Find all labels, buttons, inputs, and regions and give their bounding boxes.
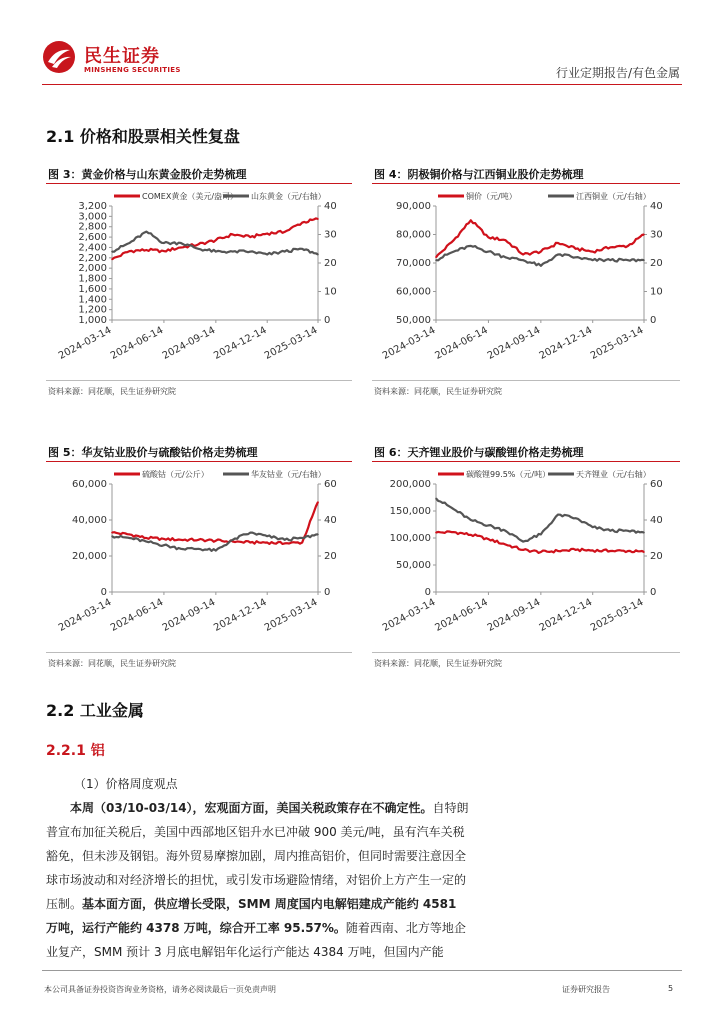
data-point	[592, 251, 594, 253]
data-point	[592, 259, 594, 261]
x-tick-label: 2024-06-14	[108, 324, 166, 362]
data-point	[643, 259, 645, 261]
x-tick-label: 2024-03-14	[380, 324, 438, 362]
y-tick-label-left: 2,600	[78, 232, 107, 244]
series-line	[436, 246, 644, 266]
body-paragraph	[46, 796, 472, 964]
data-point	[198, 244, 200, 246]
data-point	[470, 534, 472, 536]
x-tick-label: 2024-12-14	[537, 324, 595, 362]
section-title-2-2-1: 2.2.1 铝	[46, 743, 105, 759]
x-tick-label: 2024-03-14	[56, 596, 114, 634]
data-point	[215, 550, 217, 552]
data-point	[266, 542, 268, 544]
y-tick-label-left: 1,800	[78, 273, 107, 285]
x-tick-label: 2024-03-14	[380, 596, 438, 634]
y-tick-label-right: 0	[650, 315, 657, 326]
data-point	[180, 247, 182, 249]
paragraph-text-2: 随着西南、北方等地企业复产，SMM 预计 3 月底电解铝年化运行产能达 4384 万吨，但国内产能	[46, 921, 466, 959]
data-point	[627, 550, 629, 552]
data-point	[557, 254, 559, 256]
y-tick-label-left: 3,000	[78, 211, 107, 223]
figure-6-source: 资料来源：同花顺，民生证券研究院	[374, 659, 502, 668]
data-point	[284, 231, 286, 233]
data-point	[284, 251, 286, 253]
x-tick-label: 2024-12-14	[212, 324, 269, 362]
data-point	[435, 259, 437, 261]
data-point	[610, 530, 612, 532]
y-tick-label-left: 2,400	[78, 242, 107, 254]
data-point	[505, 257, 507, 259]
y-tick-label-left: 40,000	[72, 515, 107, 526]
data-point	[266, 254, 268, 256]
data-point	[163, 538, 165, 540]
data-point	[301, 537, 303, 539]
data-point	[129, 242, 131, 244]
data-point	[557, 550, 559, 552]
y-tick-label-left: 0	[424, 587, 431, 598]
x-tick-label: 2024-06-14	[433, 596, 490, 634]
legend-label: 硫酸钴（元/公斤）	[142, 470, 209, 479]
data-point	[505, 530, 507, 532]
figure-3-source-rule	[46, 380, 352, 381]
data-point	[557, 242, 559, 244]
y-tick-label-right: 20	[650, 551, 663, 562]
y-tick-label-right: 0	[650, 587, 657, 598]
data-point	[435, 257, 437, 259]
data-point	[575, 248, 577, 250]
data-point	[643, 532, 645, 534]
data-point	[163, 544, 165, 546]
data-point	[249, 251, 251, 253]
data-point	[129, 537, 131, 539]
data-point	[470, 245, 472, 247]
x-tick-label: 2024-12-14	[537, 596, 595, 634]
data-point	[575, 257, 577, 259]
data-point	[610, 259, 612, 261]
legend-label: 山东黄金（元/右轴）	[251, 192, 326, 201]
y-tick-label-right: 30	[650, 229, 663, 241]
data-point	[146, 537, 148, 539]
footer-label: 证券研究报告	[562, 985, 610, 994]
x-tick-label: 2025-03-14	[588, 596, 646, 634]
figure-5-source: 资料来源：同花顺，民生证券研究院	[48, 659, 176, 668]
list-item-1: （1）价格周度观点	[74, 777, 178, 791]
footer-divider	[42, 970, 682, 971]
data-point	[249, 236, 251, 238]
data-point	[146, 541, 148, 543]
y-tick-label-right: 20	[650, 258, 663, 269]
series-line	[436, 220, 644, 257]
data-point	[284, 543, 286, 545]
y-tick-label-left: 1,000	[78, 315, 107, 326]
data-point	[453, 239, 455, 241]
data-point	[111, 532, 113, 534]
legend-label: 天齐锂业（元/右轴）	[576, 470, 651, 479]
figure-5-source-rule	[46, 652, 352, 653]
data-point	[249, 532, 251, 534]
figure-4-source-rule	[372, 380, 680, 381]
y-tick-label-left: 200,000	[389, 479, 431, 490]
y-tick-label-left: 20,000	[72, 551, 107, 562]
legend-label: 江西铜业（元/右轴）	[576, 192, 651, 201]
legend-label: COMEX黄金（美元/盎司）	[142, 192, 239, 201]
report-type: 行业定期报告/有色金属	[555, 66, 680, 80]
figure-4-rule	[372, 183, 680, 184]
page-number: 5	[668, 984, 674, 993]
y-tick-label-left: 150,000	[389, 506, 431, 517]
figure-4-title: 图 4：阴极铜价格与江西铜业股价走势梳理	[374, 168, 584, 181]
series-line	[112, 218, 318, 259]
data-point	[643, 551, 645, 553]
figure-3-chart	[46, 186, 356, 378]
data-point	[592, 550, 594, 552]
x-tick-label: 2024-06-14	[433, 324, 490, 362]
data-point	[215, 239, 217, 241]
y-tick-label-left: 0	[100, 587, 107, 598]
data-point	[610, 247, 612, 249]
data-point	[522, 549, 524, 551]
data-point	[522, 541, 524, 543]
x-tick-label: 2025-03-14	[588, 324, 646, 362]
y-tick-label-left: 50,000	[396, 560, 431, 571]
x-tick-label: 2025-03-14	[262, 596, 320, 634]
y-tick-label-right: 60	[324, 479, 337, 490]
y-tick-label-right: 40	[650, 201, 663, 212]
y-tick-label-right: 40	[650, 515, 663, 526]
data-point	[540, 251, 542, 253]
figure-5-rule	[46, 461, 352, 462]
data-point	[215, 540, 217, 542]
data-point	[317, 254, 319, 256]
x-tick-label: 2025-03-14	[262, 324, 320, 362]
y-tick-label-right: 20	[324, 551, 337, 562]
data-point	[180, 548, 182, 550]
figure-6-rule	[372, 461, 680, 462]
data-point	[627, 245, 629, 247]
data-point	[232, 251, 234, 253]
paragraph-bold-1: 本周（03/10-03/14），宏观面方面，美国关税政策存在不确定性。	[70, 801, 433, 815]
data-point	[470, 519, 472, 521]
paragraph-text-1: 自特朗普宣布加征关税后，美国中西部地区铝升水已冲破 900 美元/吨，虽有汽车关税豁免，但未涉及钢铝。海外贸易摩擦加剧，周内推高铝价，但同时需要注意因全球市场波动和对经济增长的担忧，或引发市场避险情绪，对铝价上方产生一定的压制。	[46, 801, 469, 911]
y-tick-label-left: 50,000	[396, 315, 431, 326]
y-tick-label-right: 40	[324, 201, 337, 212]
data-point	[435, 532, 437, 534]
y-tick-label-right: 0	[324, 587, 331, 598]
figure-4-source: 资料来源：同花顺，民生证券研究院	[374, 387, 502, 396]
y-tick-label-left: 80,000	[396, 229, 431, 241]
data-point	[249, 542, 251, 544]
figure-5-chart	[46, 464, 356, 650]
footer-disclaimer: 本公司具备证券投资咨询业务资格，请务必阅读最后一页免责声明	[44, 985, 276, 994]
brand-name-en: MINSHENG SECURITIES	[84, 66, 181, 74]
y-tick-label-left: 2,800	[78, 221, 107, 233]
legend-label: 华友钴业（元/右轴）	[251, 470, 326, 479]
data-point	[111, 251, 113, 253]
data-point	[146, 231, 148, 233]
data-point	[488, 525, 490, 527]
data-point	[129, 534, 131, 536]
figure-3-title: 图 3：黄金价格与山东黄金股价走势梳理	[48, 168, 247, 181]
legend-label: 碳酸锂99.5%（元/吨）	[466, 470, 551, 479]
data-point	[540, 534, 542, 536]
data-point	[284, 539, 286, 541]
y-tick-label-right: 30	[324, 229, 337, 241]
data-point	[505, 239, 507, 241]
brand-name: 民生证券	[84, 46, 160, 67]
y-tick-label-right: 60	[650, 479, 663, 490]
y-tick-label-left: 60,000	[396, 286, 431, 298]
y-tick-label-left: 2,200	[78, 252, 107, 264]
y-tick-label-left: 60,000	[72, 479, 107, 490]
figure-6-source-rule	[372, 652, 680, 653]
data-point	[198, 548, 200, 550]
y-tick-label-left: 1,200	[78, 304, 107, 316]
data-point	[198, 248, 200, 250]
figure-6-title: 图 6：天齐锂业股价与碳酸锂价格走势梳理	[374, 446, 584, 459]
data-point	[163, 242, 165, 244]
figure-5-title: 图 5：华友钴业股价与硫酸钴价格走势梳理	[48, 446, 258, 459]
x-tick-label: 2024-12-14	[212, 596, 269, 634]
paragraph-bold-2: 基本面方面，供应增长受限，SMM 周度国内电解铝建成产能约 4581 万吨，运行产能约 4378 万吨，综合开工率 95.57%。	[46, 897, 457, 935]
figure-3-source: 资料来源：同花顺，民生证券研究院	[48, 387, 176, 396]
data-point	[592, 526, 594, 528]
minsheng-logo-icon	[42, 40, 76, 74]
data-point	[111, 259, 113, 261]
x-tick-label: 2024-09-14	[485, 324, 543, 362]
y-tick-label-right: 0	[324, 315, 331, 326]
section-title-2-1: 2.1 价格和股票相关性复盘	[46, 127, 240, 146]
data-point	[198, 539, 200, 541]
y-tick-label-left: 100,000	[389, 533, 431, 544]
data-point	[301, 222, 303, 224]
data-point	[627, 530, 629, 532]
data-point	[180, 539, 182, 541]
data-point	[540, 265, 542, 267]
data-point	[488, 237, 490, 239]
y-tick-label-left: 3,200	[78, 201, 107, 212]
data-point	[180, 242, 182, 244]
x-tick-label: 2024-09-14	[485, 596, 543, 634]
data-point	[453, 508, 455, 510]
data-point	[266, 535, 268, 537]
legend-label: 铜价（元/吨）	[466, 192, 517, 201]
x-tick-label: 2024-09-14	[160, 324, 218, 362]
y-tick-label-left: 1,400	[78, 294, 107, 306]
data-point	[453, 531, 455, 533]
data-point	[435, 498, 437, 500]
data-point	[488, 538, 490, 540]
y-tick-label-left: 1,600	[78, 283, 107, 295]
y-tick-label-left: 90,000	[396, 201, 431, 212]
section-title-2-2: 2.2 工业金属	[46, 701, 144, 720]
data-point	[301, 542, 303, 544]
data-point	[575, 549, 577, 551]
data-point	[232, 539, 234, 541]
figure-4-chart	[370, 186, 682, 378]
data-point	[129, 250, 131, 252]
data-point	[643, 234, 645, 236]
data-point	[301, 248, 303, 250]
y-tick-label-right: 40	[324, 515, 337, 526]
data-point	[266, 233, 268, 235]
x-tick-label: 2024-03-14	[56, 324, 114, 362]
figure-6-chart	[370, 464, 682, 650]
data-point	[522, 259, 524, 261]
series-line	[112, 232, 318, 255]
y-tick-label-left: 2,000	[78, 263, 107, 275]
data-point	[163, 250, 165, 252]
data-point	[610, 550, 612, 552]
data-point	[540, 551, 542, 553]
data-point	[232, 234, 234, 236]
y-tick-label-right: 20	[324, 258, 337, 269]
x-tick-label: 2024-06-14	[108, 596, 166, 634]
header-divider	[42, 84, 682, 85]
data-point	[111, 535, 113, 537]
data-point	[146, 249, 148, 251]
data-point	[317, 501, 319, 503]
figure-3-rule	[46, 183, 352, 184]
y-tick-label-right: 10	[650, 286, 663, 298]
data-point	[453, 251, 455, 253]
data-point	[557, 514, 559, 516]
data-point	[575, 517, 577, 519]
data-point	[505, 544, 507, 546]
data-point	[317, 218, 319, 220]
y-tick-label-right: 10	[324, 286, 337, 298]
y-tick-label-left: 70,000	[396, 258, 431, 269]
x-tick-label: 2024-09-14	[160, 596, 218, 634]
data-point	[215, 251, 217, 253]
data-point	[470, 219, 472, 221]
data-point	[627, 259, 629, 261]
data-point	[522, 254, 524, 256]
data-point	[488, 251, 490, 253]
data-point	[317, 534, 319, 536]
